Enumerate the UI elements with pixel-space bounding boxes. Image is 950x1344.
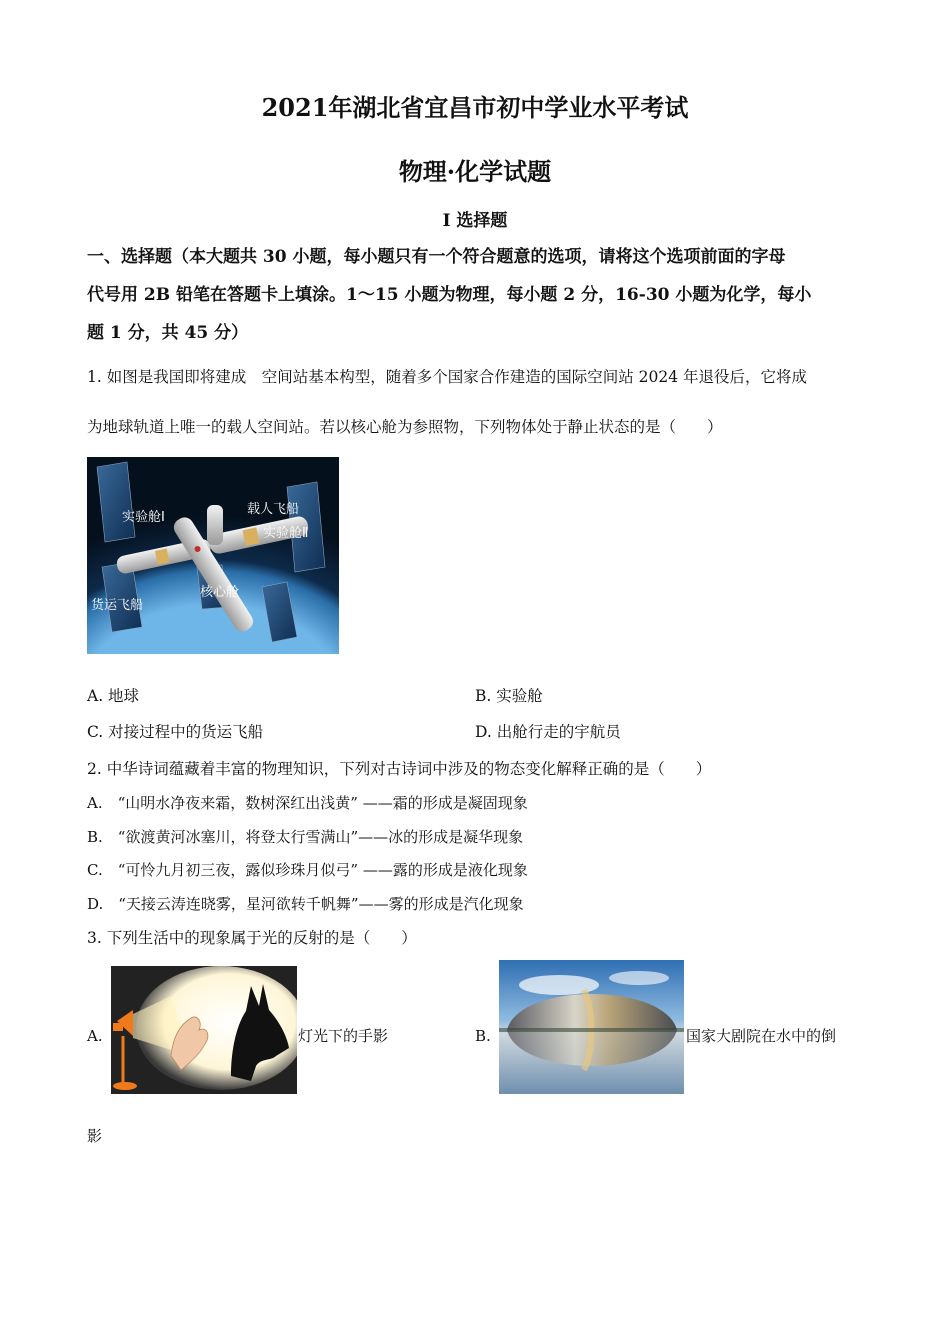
exam-subtitle: 物理·化学试题 bbox=[398, 157, 552, 186]
q2-option-c: C. “可怜九月初三夜，露似珍珠月似弓” ——露的形成是液化现象 bbox=[87, 861, 528, 879]
q2-option-d: D. “天接云涛连晓雾，星河欲转千帆舞”——雾的形成是汽化现象 bbox=[87, 895, 524, 913]
q3-option-a-letter: A. bbox=[87, 1027, 103, 1045]
label-lab-module-1: 实验舱Ⅰ bbox=[122, 510, 165, 525]
national-theatre-image bbox=[499, 960, 684, 1094]
q3-option-b-text-wrap: 影 bbox=[87, 1127, 103, 1145]
instructions-line-3: 题 1 分，共 45 分） bbox=[87, 323, 249, 343]
section-heading: I 选择题 bbox=[442, 211, 508, 231]
q1-option-c: C. 对接过程中的货运飞船 bbox=[87, 723, 264, 741]
label-lab-module-2: 实验舱Ⅱ bbox=[263, 526, 309, 541]
q1-option-b: B. 实验舱 bbox=[475, 687, 543, 705]
q3-option-a-text: 灯光下的手影 bbox=[298, 1027, 389, 1045]
label-cargo-ship: 货运飞船 bbox=[91, 598, 144, 613]
instructions-line-2: 代号用 2B 铅笔在答题卡上填涂。1～15 小题为物理，每小题 2 分，16-30 小题为化学，每小 bbox=[87, 285, 812, 305]
exam-title: 2021年湖北省宜昌市初中学业水平考试 bbox=[261, 93, 689, 122]
q2-option-a: A. “山明水净夜来霜，数树深红出浅黄” ——霜的形成是凝固现象 bbox=[87, 794, 528, 812]
hand-shadow-image bbox=[111, 966, 297, 1094]
label-crew-ship: 载人飞船 bbox=[247, 502, 300, 517]
q2-option-b: B. “欲渡黄河冰塞川，将登太行雪满山”——冰的形成是凝华现象 bbox=[87, 828, 524, 846]
q1-stem-line-1: 1. 如图是我国即将建成 空间站基本构型，随着多个国家合作建造的国际空间站 2024 年退役后，它将成 bbox=[87, 368, 808, 386]
q3-option-b-text: 国家大剧院在水中的倒 bbox=[686, 1027, 837, 1045]
q1-option-a: A. 地球 bbox=[87, 687, 140, 705]
label-core-module: 核心舱 bbox=[200, 585, 240, 600]
q1-option-d: D. 出舱行走的宇航员 bbox=[475, 723, 621, 741]
instructions-line-1: 一、选择题（本大题共 30 小题，每小题只有一个符合题意的选项，请将这个选项前面的字母 bbox=[87, 247, 786, 267]
q3-stem: 3. 下列生活中的现象属于光的反射的是（ ） bbox=[87, 929, 417, 947]
q3-option-b-letter: B. bbox=[475, 1027, 491, 1045]
q1-stem-line-2: 为地球轨道上唯一的载人空间站。若以核心舱为参照物，下列物体处于静止状态的是（ ） bbox=[87, 418, 723, 436]
q2-stem: 2. 中华诗词蕴藏着丰富的物理知识，下列对古诗词中涉及的物态变化解释正确的是（ ） bbox=[87, 760, 712, 778]
space-station-image bbox=[87, 457, 339, 654]
